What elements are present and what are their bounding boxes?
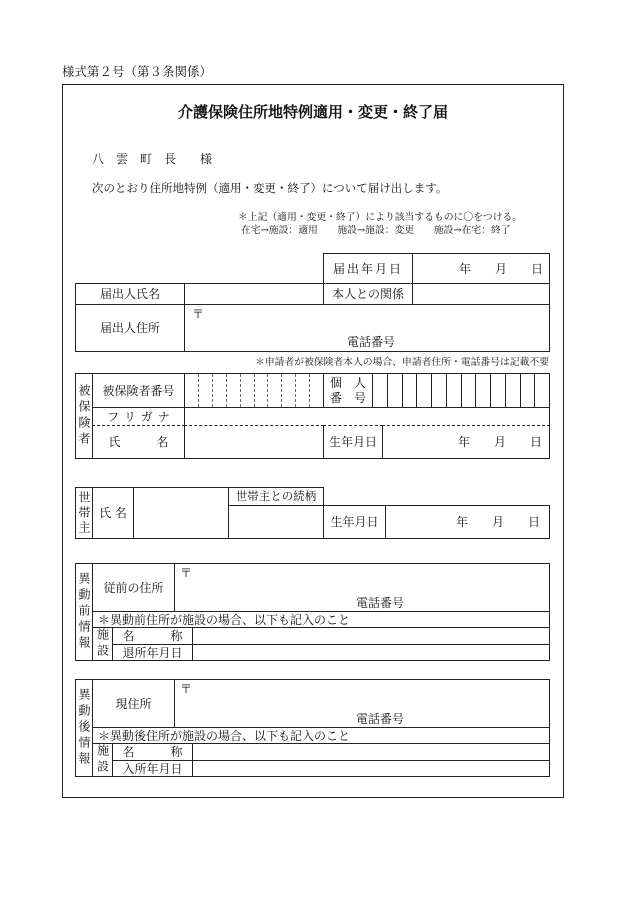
before-facility-note: ＊異動前住所が施設の場合、以下も記入のこと — [92, 611, 550, 628]
insured-number-digit-box[interactable] — [255, 374, 269, 407]
notifier-name-field[interactable] — [184, 283, 324, 305]
relation-field[interactable] — [412, 283, 550, 305]
personal-number-digit-box[interactable] — [403, 374, 418, 407]
notify-date-field[interactable] — [412, 253, 550, 284]
relation-label: 本人との関係 — [323, 283, 413, 305]
after-facility-name-field[interactable] — [192, 743, 550, 761]
before-facility-name-field[interactable] — [192, 627, 550, 645]
previous-address-label: 従前の住所 — [92, 563, 175, 612]
postal-mark: 〒 — [180, 566, 193, 580]
insured-number-digit-box[interactable] — [227, 374, 241, 407]
addressee: 八 雲 町 長 様 — [92, 152, 213, 166]
notify-date-format: 年 月 日 — [458, 261, 543, 276]
before-section-cell — [75, 563, 93, 661]
discharge-date-field[interactable] — [192, 644, 550, 661]
admission-date-field[interactable] — [192, 760, 550, 777]
form-number: 様式第２号（第３条関係） — [62, 64, 213, 79]
after-facility-label-cell — [92, 743, 113, 777]
personal-number-digit-box[interactable] — [373, 374, 388, 407]
furigana-field[interactable] — [184, 407, 550, 426]
insured-name-field[interactable] — [184, 425, 324, 459]
before-section-label: 異動前情報 — [77, 572, 91, 652]
intro-text: 次のとおり住所地特例（適用・変更・終了）について届け出します。 — [92, 181, 448, 195]
discharge-date-label: 退所年月日 — [112, 644, 193, 661]
notifier-name-label: 届出人氏名 — [75, 283, 185, 305]
household-name-field[interactable] — [133, 487, 229, 539]
household-name-label: 氏 名 — [92, 487, 134, 539]
after-facility-label: 施設 — [95, 744, 110, 776]
personal-number-digit-box[interactable] — [388, 374, 403, 407]
insured-section-label: 被保険者 — [77, 384, 91, 448]
household-relation-field[interactable] — [228, 505, 324, 539]
insured-name-label: 氏 名 — [92, 425, 185, 459]
instruction-line-1: ＊上記（適用・変更・終了）により該当するものに〇をつける。 — [238, 212, 523, 223]
insured-section-cell — [75, 373, 93, 459]
instruction-line-2: 在宅→施設：適用 施設→施設：変更 施設→在宅：終了 — [241, 225, 511, 236]
before-facility-name-label: 名 称 — [112, 627, 193, 645]
insured-birth-format: 年 月 日 — [457, 435, 542, 449]
insured-number-digit-box[interactable] — [241, 374, 255, 407]
insured-number-digit-box[interactable] — [185, 374, 199, 407]
phone-label: 電話番号 — [347, 335, 396, 349]
furigana-label: フリガナ — [92, 407, 185, 426]
personal-number-digit-box[interactable] — [476, 374, 491, 407]
notifier-note: ＊申請者が被保険者本人の場合、申請者住所・電話番号は記載不要 — [255, 357, 549, 368]
insured-number-field[interactable] — [184, 373, 324, 408]
before-facility-label: 施設 — [95, 628, 110, 660]
insured-number-digit-box[interactable] — [282, 374, 296, 407]
household-relation-label: 世帯主との続柄 — [228, 487, 324, 506]
household-birth-label: 生年月日 — [323, 505, 386, 539]
admission-date-label: 入所年月日 — [112, 760, 193, 777]
phone-label: 電話番号 — [356, 712, 405, 726]
insured-number-digit-box[interactable] — [296, 374, 310, 407]
after-facility-name-label: 名 称 — [112, 743, 193, 761]
form-title: 介護保険住所地特例適用・変更・終了届 — [177, 103, 448, 121]
personal-number-digit-box[interactable] — [506, 374, 521, 407]
personal-number-label-cell — [323, 373, 373, 408]
insured-number-digit-box[interactable] — [213, 374, 227, 407]
current-address-field[interactable] — [174, 679, 550, 728]
insured-birth-label: 生年月日 — [323, 425, 383, 459]
personal-number-digit-box[interactable] — [447, 374, 462, 407]
insured-number-digit-box[interactable] — [199, 374, 213, 407]
personal-number-label-line-1: 個 人 — [329, 376, 366, 390]
personal-number-digit-box[interactable] — [462, 374, 477, 407]
insured-number-digit-box[interactable] — [310, 374, 323, 407]
personal-number-digit-box[interactable] — [535, 374, 549, 407]
insured-number-digit-box[interactable] — [268, 374, 282, 407]
personal-number-digit-box[interactable] — [417, 374, 432, 407]
postal-mark: 〒 — [192, 307, 205, 321]
after-facility-note: ＊異動後住所が施設の場合、以下も記入のこと — [92, 727, 550, 744]
current-address-label: 現住所 — [92, 679, 175, 728]
notifier-address-field[interactable] — [184, 304, 550, 352]
personal-number-field[interactable] — [372, 373, 550, 408]
personal-number-digit-box[interactable] — [432, 374, 447, 407]
notify-date-label: 届出年月日 — [323, 253, 413, 284]
notifier-address-label: 届出人住所 — [75, 304, 185, 352]
household-section-cell — [75, 487, 93, 539]
household-birth-format: 年 月 日 — [455, 515, 540, 529]
postal-mark: 〒 — [180, 682, 193, 696]
personal-number-digit-box[interactable] — [491, 374, 506, 407]
after-section-label: 異動後情報 — [77, 688, 91, 768]
household-birth-field[interactable] — [385, 505, 550, 539]
personal-number-digit-box[interactable] — [521, 374, 536, 407]
personal-number-label-line-2: 番 号 — [329, 391, 366, 405]
insured-number-label: 被保険者番号 — [92, 373, 185, 408]
before-facility-label-cell — [92, 627, 113, 661]
after-section-cell — [75, 679, 93, 777]
household-section-label: 世帯主 — [77, 490, 91, 536]
previous-address-field[interactable] — [174, 563, 550, 612]
phone-label: 電話番号 — [356, 596, 405, 610]
insured-birth-field[interactable] — [382, 425, 550, 459]
